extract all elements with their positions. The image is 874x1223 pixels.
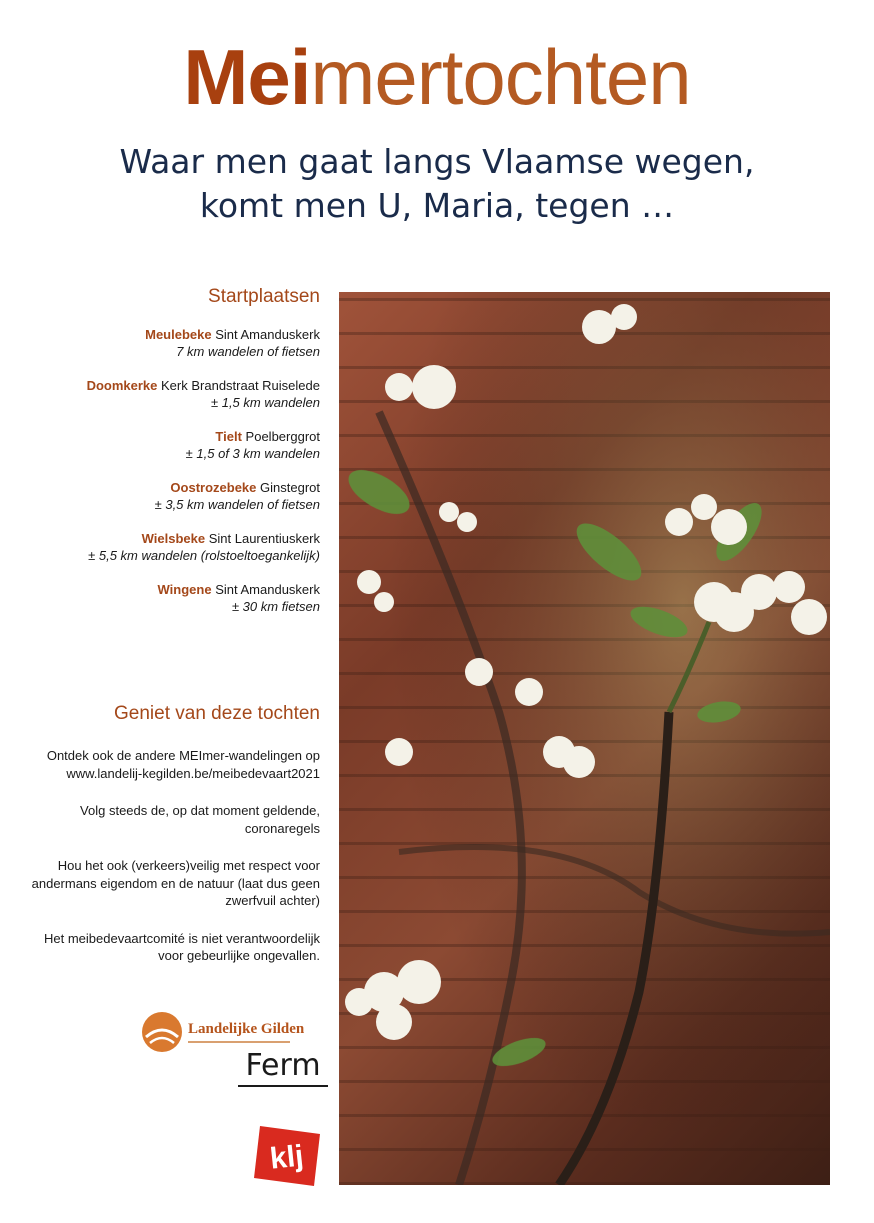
start-distance: ± 3,5 km wandelen of fietsen (154, 497, 320, 512)
start-distance: ± 30 km fietsen (231, 599, 320, 614)
start-town: Doomkerke (86, 378, 158, 393)
start-distance: ± 1,5 km wandelen (210, 395, 320, 410)
page-title (0, 33, 874, 121)
klj-emblem (250, 1120, 324, 1190)
title-rest: mertochten (310, 33, 691, 121)
start-town: Wingene (157, 582, 212, 597)
start-item (30, 530, 320, 564)
start-item (30, 428, 320, 462)
start-item (30, 581, 320, 615)
startplaatsen-section (30, 286, 320, 632)
subtitle-line-2: komt men U, Maria, tegen … (199, 186, 675, 225)
start-place: Ginstegrot (260, 480, 320, 495)
start-item (30, 326, 320, 360)
title-strong: Mei (183, 33, 311, 121)
start-item (30, 479, 320, 513)
info-paragraph: Ontdek ook de andere MEImer-wandelingen op www.landelij-kegilden.be/meibedevaart2021 (46, 748, 320, 781)
info-paragraph: Hou het ook (verkeers)veilig met respect voor andermans eigendom en de natuur (laat dus geen zwerfvuil achter) (31, 858, 320, 908)
geniet-section-head (30, 703, 320, 743)
start-item (30, 377, 320, 411)
start-town: Wielsbeke (141, 531, 206, 546)
start-distance: 7 km wandelen of fietsen (176, 344, 320, 359)
info-paragraph: Volg steeds de, op dat moment geldende, coronaregels (80, 803, 320, 836)
start-town: Oostrozebeke (170, 480, 257, 495)
landelijke-gilden-text: Landelijke Gilden (188, 1021, 305, 1037)
geniet-heading: Geniet van deze tochten (114, 703, 320, 724)
ferm-logo: Ferm (238, 1048, 328, 1087)
klj-logo (250, 1120, 324, 1190)
start-place: Sint Amanduskerk (215, 582, 320, 597)
startplaatsen-heading: Startplaatsen (208, 286, 320, 307)
geniet-section (30, 747, 320, 985)
start-place: Sint Laurentiuskerk (208, 531, 320, 546)
start-town: Tielt (215, 429, 242, 444)
subtitle-line-1: Waar men gaat langs Vlaamse wegen, (119, 142, 755, 181)
blossom-illustration (339, 292, 830, 1185)
start-place: Poelberggrot (245, 429, 320, 444)
klj-text: klj (268, 1139, 306, 1176)
info-paragraph: Het meibedevaartcomité is niet verantwoordelijk voor gebeurlijke ongevallen. (43, 930, 320, 963)
start-distance: ± 5,5 km wandelen (rolstoeltoegankelijk) (88, 548, 320, 563)
start-town: Meulebeke (145, 327, 212, 342)
blossom-photo (339, 292, 830, 1185)
subtitle (0, 140, 874, 228)
start-place: Kerk Brandstraat Ruiselede (161, 378, 320, 393)
start-place: Sint Amanduskerk (215, 327, 320, 342)
start-distance: ± 1,5 of 3 km wandelen (185, 446, 320, 461)
